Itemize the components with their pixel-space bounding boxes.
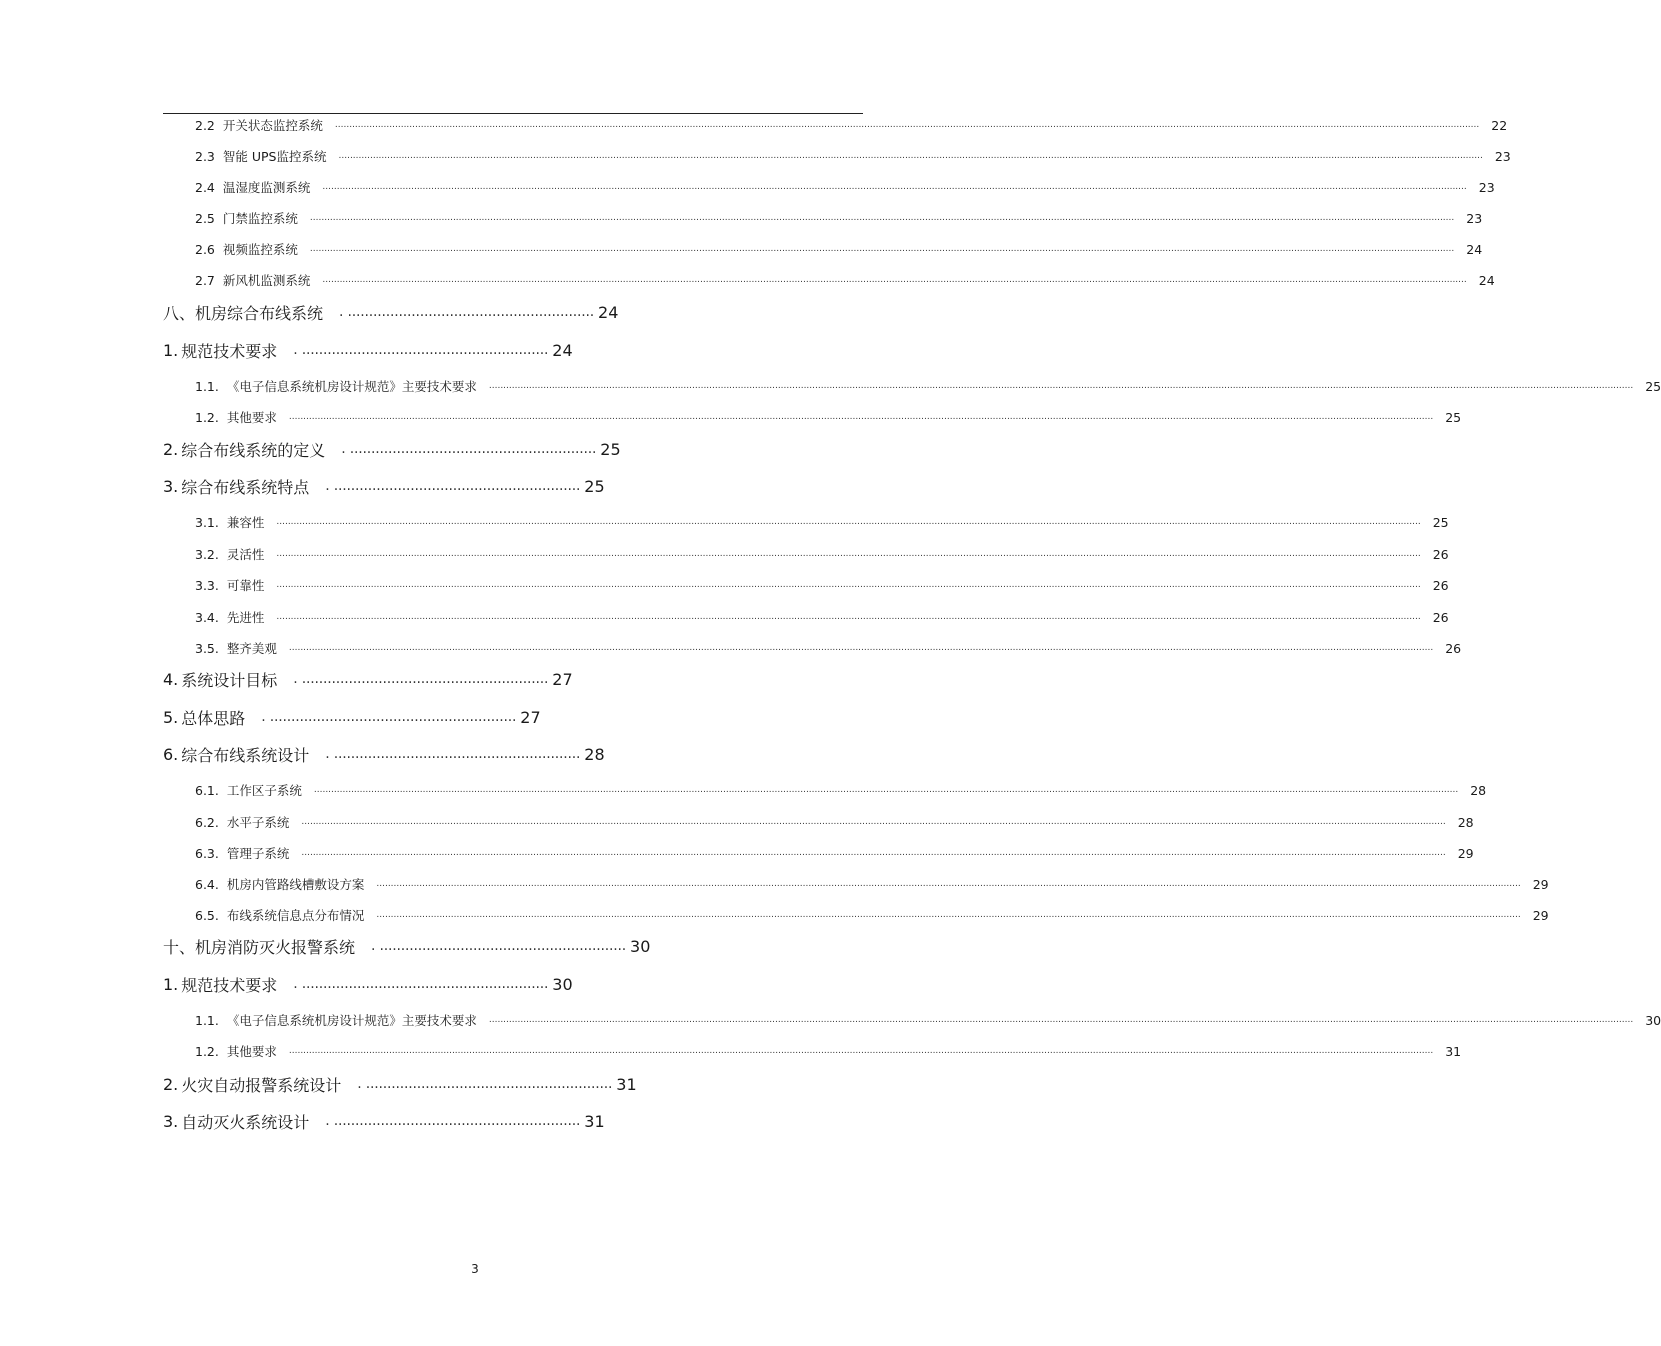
toc-title: 水平子系统 [226,815,290,830]
toc-number: 1. [163,974,179,994]
toc-title: 整齐美观 [226,641,277,656]
toc-page: 27 [520,707,541,727]
toc-number: 3.2. [195,546,219,562]
toc-number: 6.3. [195,845,219,861]
toc-page: 26 [1432,546,1449,562]
toc-number: 2. [163,439,179,459]
toc-entry[interactable] [195,1008,1661,1032]
toc-page: 30 [552,974,573,994]
toc-page: 29 [1532,907,1549,923]
toc-title: 智能 UPS监控系统 [222,149,327,164]
toc-entry[interactable] [195,268,1495,292]
toc-title: 兼容性 [226,515,265,530]
toc-number: 6. [163,744,179,764]
dot-leader: ................................................................................................................................................................................................................................................................................................................................................................................................................ [288,1046,1434,1056]
toc-title: 视频监控系统 [222,242,298,257]
dot-leader: . .......................................................... [325,1113,581,1129]
toc-title: 灵活性 [226,547,265,562]
toc-entry[interactable] [195,1039,1462,1063]
dot-leader: ................................................................................................................................................................................................................................................................................................................................................................................................................ [288,412,1434,422]
toc-page: 24 [598,302,619,322]
dot-leader: ................................................................................................................................................................................................................................................................................................................................................................................................................ [276,549,1421,559]
toc-number: 3.5. [195,640,219,656]
toc-number: 八、 [163,303,196,323]
toc-number: 3. [163,1111,179,1131]
toc-number: 2.5 [195,210,215,226]
toc-number: 1. [163,340,179,360]
toc-title: 总体思路 [181,708,246,728]
toc-entry[interactable] [163,338,573,362]
toc-entry[interactable] [195,206,1483,230]
toc-title: 规范技术要求 [181,341,278,361]
toc-page: 29 [1532,876,1549,892]
dot-leader: ................................................................................................................................................................................................................................................................................................................................................................................................................ [322,275,1467,285]
toc-page: 23 [1466,210,1483,226]
dot-leader: ................................................................................................................................................................................................................................................................................................................................................................................................................ [301,848,1446,858]
toc-entry[interactable] [195,374,1661,398]
toc-title: 《电子信息系统机房设计规范》主要技术要求 [226,1013,477,1028]
dot-leader: ................................................................................................................................................................................................................................................................................................................................................................................................................ [276,580,1421,590]
toc-entry[interactable] [195,903,1549,927]
toc-page: 28 [1470,782,1487,798]
toc-title: 其他要求 [226,1044,277,1059]
toc-title: 机房综合布线系统 [195,303,324,323]
toc-title: 系统设计目标 [181,670,278,690]
toc-number: 6.2. [195,814,219,830]
toc-entry[interactable] [195,542,1449,566]
toc-entry[interactable] [163,1072,637,1096]
dot-leader: ................................................................................................................................................................................................................................................................................................................................................................................................................ [376,910,1521,920]
toc-number: 3.1. [195,514,219,530]
toc-number: 2.6 [195,241,215,257]
toc-entry[interactable] [195,237,1483,261]
toc-page: 31 [1445,1043,1462,1059]
toc-page: 26 [1432,577,1449,593]
toc-number: 2.2 [195,117,215,133]
toc-entry[interactable] [195,841,1474,865]
toc-entry[interactable] [195,573,1449,597]
dot-leader: . .......................................................... [293,976,549,992]
page-number: 3 [471,1262,479,1276]
toc-title: 布线系统信息点分布情况 [226,908,365,923]
dot-leader: ................................................................................................................................................................................................................................................................................................................................................................................................................ [322,182,1467,192]
toc-page: 23 [1494,148,1511,164]
toc-number: 1.2. [195,409,219,425]
toc-number: 4. [163,669,179,689]
toc-number: 1.1. [195,1012,219,1028]
toc-entry[interactable] [195,175,1495,199]
dot-leader: ................................................................................................................................................................................................................................................................................................................................................................................................................ [488,381,1634,391]
dot-leader: . .......................................................... [339,304,595,320]
toc-title: 综合布线系统设计 [181,745,310,765]
toc-number: 1.1. [195,378,219,394]
toc-entry[interactable] [163,437,621,461]
dot-leader: . .......................................................... [293,671,549,687]
toc-page: 26 [1445,640,1462,656]
toc-title: 其他要求 [226,410,277,425]
toc-page: 25 [584,476,605,496]
toc-page: 23 [1478,179,1495,195]
toc-number: 5. [163,707,179,727]
toc-page: 31 [616,1074,637,1094]
toc-number: 3. [163,476,179,496]
toc-number: 十、 [163,937,196,957]
toc-title: 机房内管路线槽敷设方案 [226,877,365,892]
toc-entry[interactable] [195,636,1462,660]
toc-page: 24 [1478,272,1495,288]
toc-page: 25 [1432,514,1449,530]
toc-entry[interactable] [163,742,605,766]
toc-title: 综合布线系统特点 [181,477,310,497]
dot-leader: ................................................................................................................................................................................................................................................................................................................................................................................................................ [488,1015,1634,1025]
toc-title: 新风机监测系统 [222,273,311,288]
dot-leader: . .......................................................... [357,1076,613,1092]
toc-page: 25 [600,439,621,459]
toc-number: 6.4. [195,876,219,892]
toc-page: 28 [584,744,605,764]
toc-page: 24 [552,340,573,360]
toc-number: 3.4. [195,609,219,625]
dot-leader: . .......................................................... [293,342,549,358]
toc-entry[interactable] [163,934,650,958]
toc-page: 27 [552,669,573,689]
toc-title: 《电子信息系统机房设计规范》主要技术要求 [226,379,477,394]
toc-page: 29 [1457,845,1474,861]
toc-entry[interactable] [163,1109,605,1133]
toc-entry[interactable] [195,872,1549,896]
toc-number: 2.3 [195,148,215,164]
toc-entry[interactable] [163,972,573,996]
dot-leader: ................................................................................................................................................................................................................................................................................................................................................................................................................ [301,817,1446,827]
dot-leader: . .......................................................... [325,746,581,762]
dot-leader: ................................................................................................................................................................................................................................................................................................................................................................................................................ [276,612,1421,622]
toc-entry[interactable] [195,144,1511,168]
toc-page: 31 [584,1111,605,1131]
dot-leader: . .......................................................... [261,709,517,725]
toc-page: 25 [1445,409,1462,425]
dot-leader: ................................................................................................................................................................................................................................................................................................................................................................................................................ [309,213,1455,223]
toc-entry[interactable] [195,405,1462,429]
toc-entry[interactable] [195,810,1474,834]
toc-number: 2.4 [195,179,215,195]
toc-title: 门禁监控系统 [222,211,298,226]
dot-leader: ................................................................................................................................................................................................................................................................................................................................................................................................................ [309,244,1455,254]
toc-title: 开关状态监控系统 [222,118,323,133]
dot-leader: ................................................................................................................................................................................................................................................................................................................................................................................................................ [288,643,1434,653]
toc-title: 工作区子系统 [226,783,302,798]
toc-page: 25 [1645,378,1661,394]
toc-title: 管理子系统 [226,846,290,861]
dot-leader: . .......................................................... [325,478,581,494]
dot-leader: ................................................................................................................................................................................................................................................................................................................................................................................................................ [276,517,1421,527]
toc-entry[interactable] [163,705,541,729]
dot-leader: ................................................................................................................................................................................................................................................................................................................................................................................................................ [376,879,1521,889]
toc-title: 先进性 [226,610,265,625]
toc-number: 6.1. [195,782,219,798]
toc-title: 可靠性 [226,578,265,593]
dot-leader: ................................................................................................................................................................................................................................................................................................................................................................................................................ [313,785,1459,795]
toc-entry[interactable] [163,300,618,324]
toc-entry[interactable] [163,474,605,498]
toc-page: 30 [1645,1012,1661,1028]
toc-title: 规范技术要求 [181,975,278,995]
toc-page: 22 [1491,117,1508,133]
toc-number: 1.2. [195,1043,219,1059]
toc-number: 6.5. [195,907,219,923]
toc-title: 机房消防灭火报警系统 [195,937,356,957]
toc-entry[interactable] [195,778,1487,802]
toc-number: 2. [163,1074,179,1094]
dot-leader: . .......................................................... [371,938,627,954]
dot-leader: ................................................................................................................................................................................................................................................................................................................................................................................................................ [338,151,1483,161]
toc-number: 2.7 [195,272,215,288]
toc-title: 火灾自动报警系统设计 [181,1075,342,1095]
toc-number: 3.3. [195,577,219,593]
toc-entry[interactable] [163,667,573,691]
dot-leader: ................................................................................................................................................................................................................................................................................................................................................................................................................ [334,120,1480,130]
toc-page: 30 [630,936,651,956]
toc-entry[interactable] [195,113,1508,137]
toc-entry[interactable] [195,510,1449,534]
toc-page: 24 [1466,241,1483,257]
toc-title: 自动灭火系统设计 [181,1112,310,1132]
dot-leader: . .......................................................... [341,441,597,457]
toc-entry[interactable] [195,605,1449,629]
toc-page: 26 [1432,609,1449,625]
toc-page: 28 [1457,814,1474,830]
toc-title: 综合布线系统的定义 [181,440,326,460]
toc-title: 温湿度监测系统 [222,180,311,195]
